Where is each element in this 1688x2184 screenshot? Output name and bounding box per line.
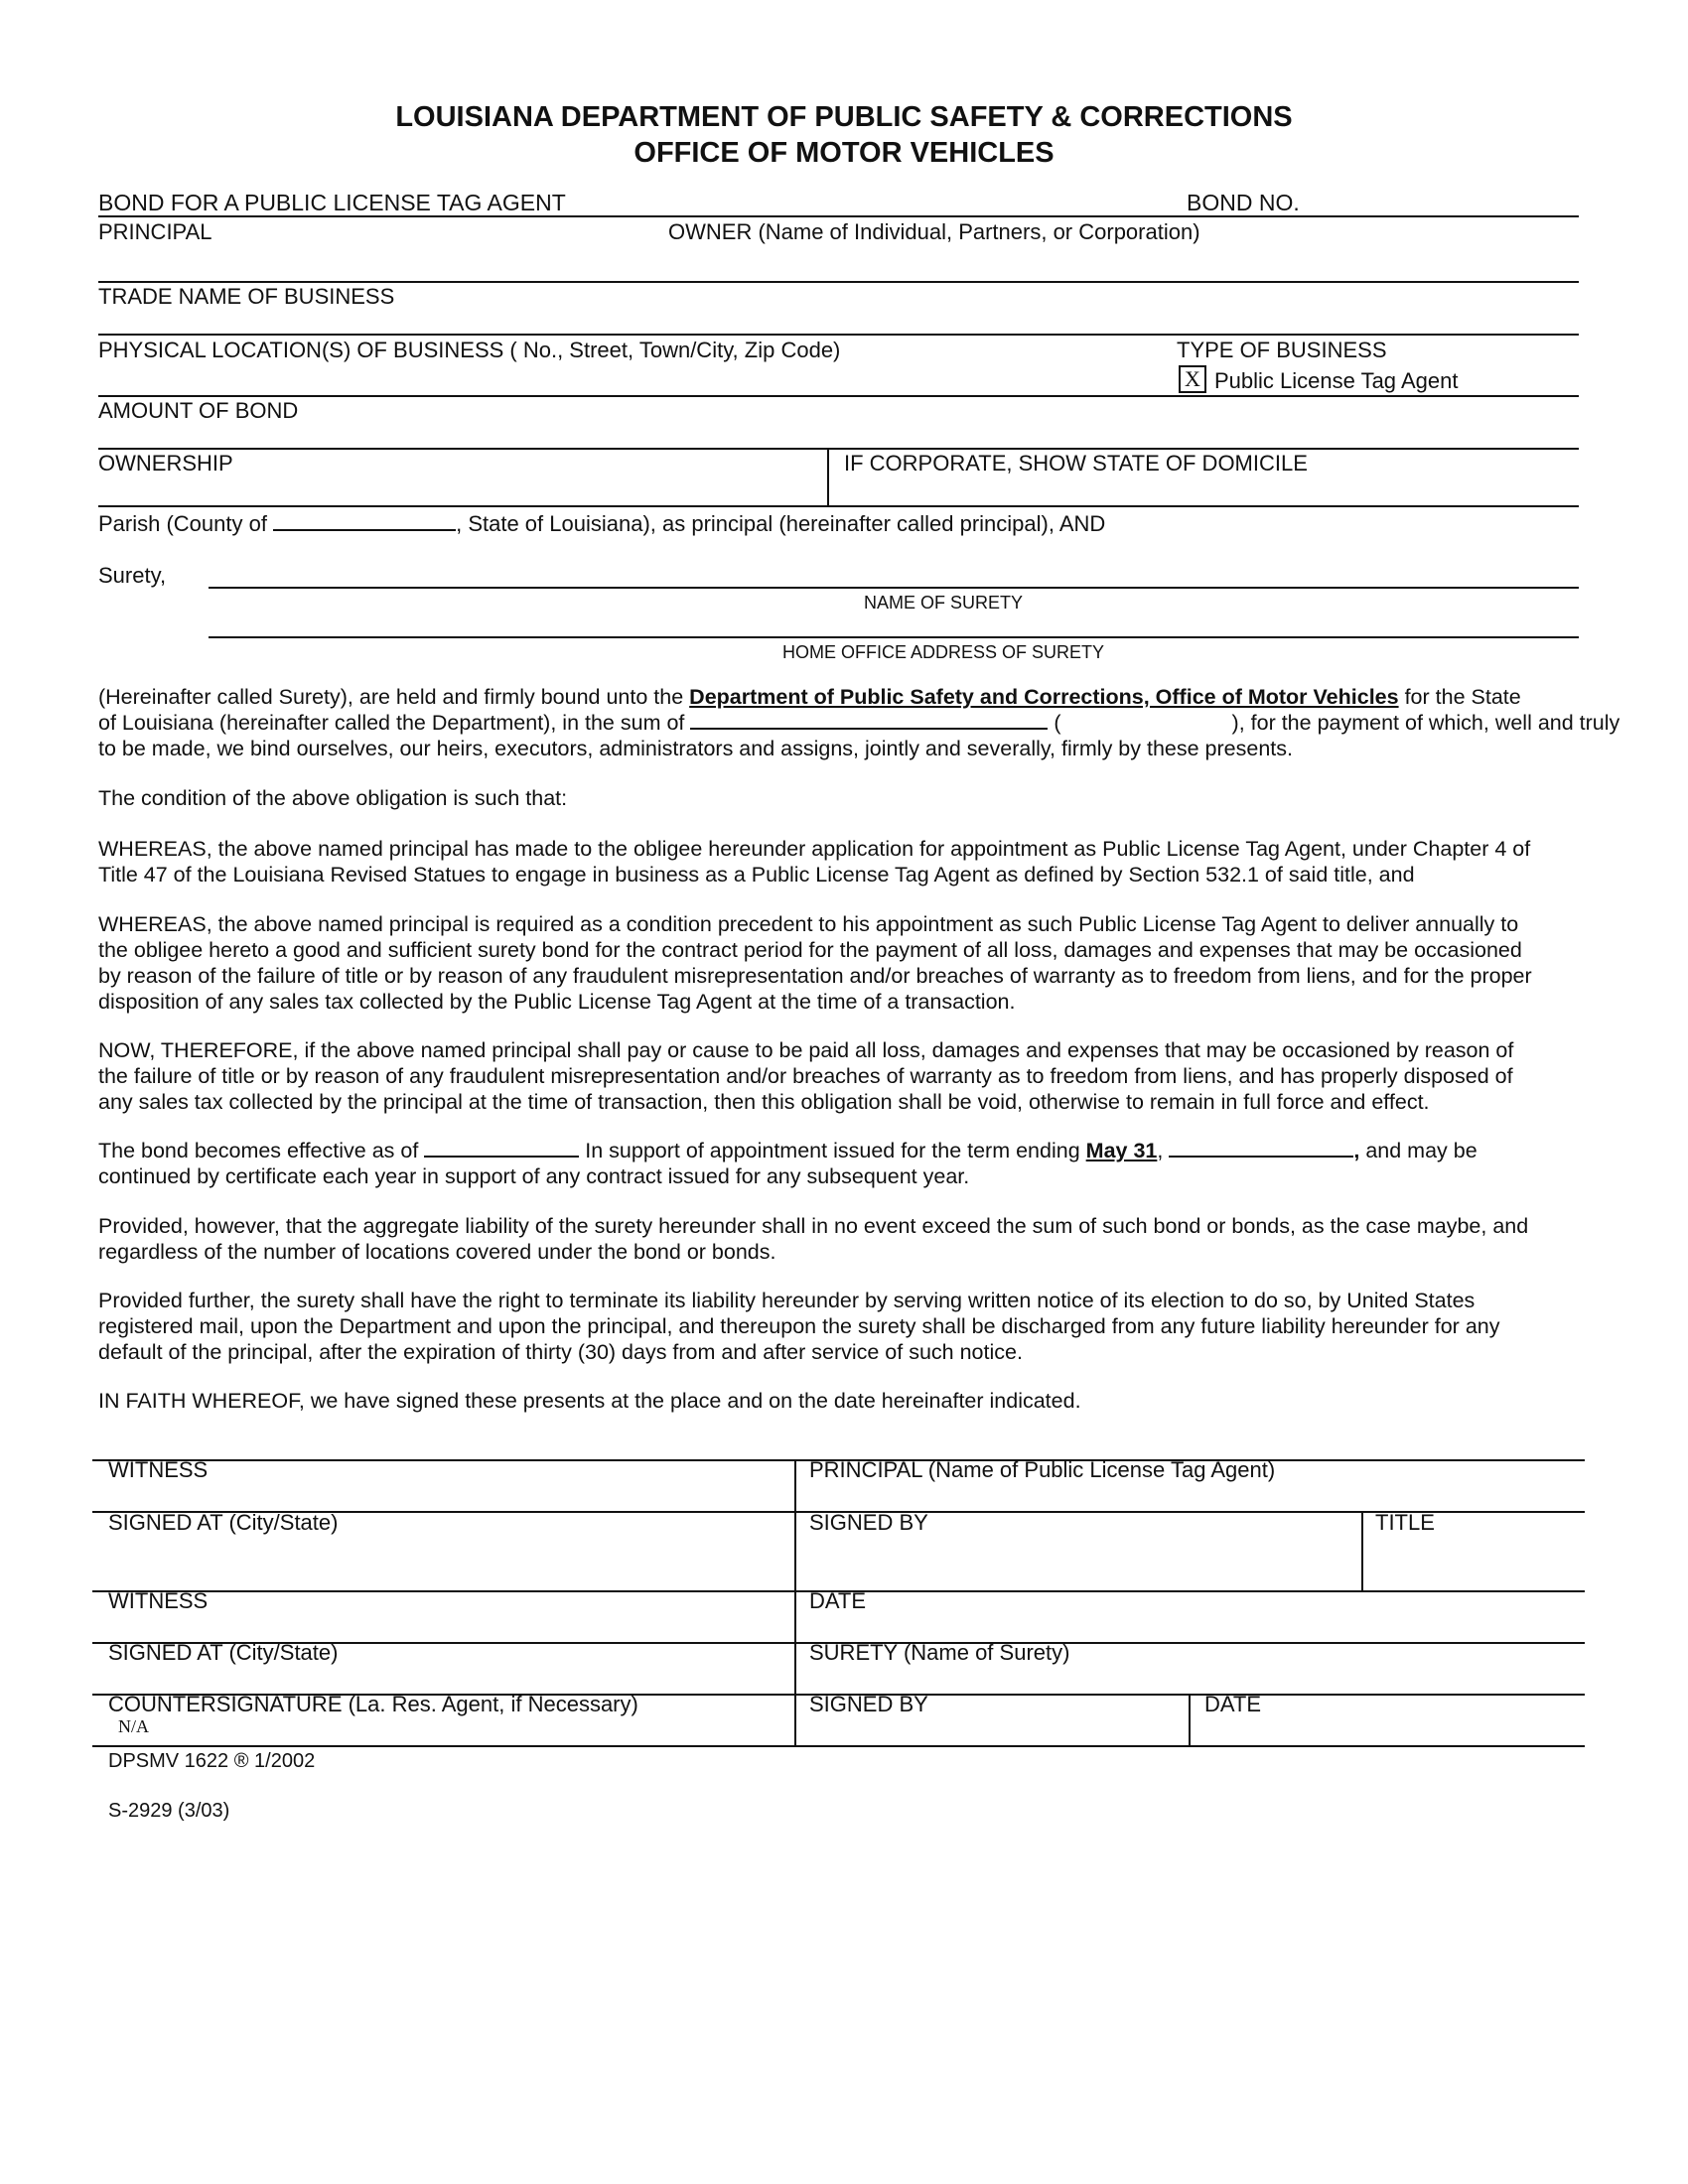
trade-name-label: TRADE NAME OF BUSINESS [98, 284, 395, 309]
form-ref: S-2929 (3/03) [108, 1800, 230, 1822]
paragraph-3 [98, 836, 1627, 887]
divider [98, 395, 1579, 397]
divider [98, 215, 1579, 217]
paragraph-5 [98, 1037, 1627, 1115]
text-line: regardless of the number of locations covered under the bond or bonds. [98, 1240, 776, 1264]
sum-numeric-blank[interactable] [1061, 712, 1232, 730]
sum-blank[interactable] [690, 710, 1048, 730]
signed-at-1-label: SIGNED AT (City/State) [108, 1510, 339, 1535]
paragraph-8 [98, 1288, 1627, 1365]
principal-label: PRINCIPAL [98, 219, 212, 244]
surety-address-caption: HOME OFFICE ADDRESS OF SURETY [781, 642, 1105, 662]
form-id: DPSMV 1622 ® 1/2002 [108, 1750, 316, 1772]
signed-by-2-label: SIGNED BY [809, 1692, 928, 1716]
surety-address-line[interactable] [209, 636, 1579, 638]
divider [98, 505, 1579, 507]
surety-name-label: SURETY (Name of Surety) [809, 1640, 1070, 1665]
countersignature-label: COUNTERSIGNATURE (La. Res. Agent, if Necessary) [108, 1692, 638, 1716]
divider [98, 448, 1579, 450]
countersignature-value: N/A [118, 1716, 149, 1736]
bond-no-label: BOND NO. [1187, 190, 1300, 215]
surety-name-line[interactable] [209, 587, 1579, 589]
signed-by-1-label: SIGNED BY [809, 1510, 928, 1535]
text-line: the failure of title or by reason of any fraudulent misrepresentation and/or breaches of warranty as to freedom from liens, and has properly disposed of [98, 1064, 1513, 1088]
department-name: Department of Public Safety and Corrections, Office of Motor Vehicles [689, 685, 1399, 709]
text-line: any sales tax collected by the principal at the time of transaction, then this obligation shall be void, otherwise to remain in full force and effect. [98, 1090, 1430, 1114]
text-line: Provided further, the surety shall have the right to terminate its liability hereunder by serving written notice of its election to do so, by United States [98, 1289, 1476, 1312]
text-line: disposition of any sales tax collected by the Public License Tag Agent at the time of a transaction. [98, 990, 1016, 1014]
paragraph-1-line-2: of Louisiana (hereinafter called the Department), in the sum of ( ), for the payment of which, well and truly [98, 711, 1620, 735]
divider [827, 448, 829, 506]
text-line: default of the principal, after the expiration of thirty (30) days from and after service of such notice. [98, 1340, 1023, 1364]
paragraph-6 [98, 1138, 1627, 1189]
title-label: TITLE [1375, 1510, 1435, 1535]
text-line: by reason of the failure of title or by reason of any fraudulent misrepresentation and/or breaches of warranty as to freedom from liens, and for the proper [98, 964, 1532, 988]
text-line: Provided, however, that the aggregate liability of the surety hereunder shall in no event exceed the sum of such bond or bonds, as the case maybe, and [98, 1214, 1529, 1238]
paragraph-1-line-3: to be made, we bind ourselves, our heirs, executors, administrators and assigns, jointly and severally, firmly by these presents. [98, 737, 1293, 760]
paragraph-6-line-1: The bond becomes effective as of In support of appointment issued for the term ending May 31, , and may be [98, 1139, 1477, 1162]
divider [1361, 1511, 1363, 1592]
parish-blank[interactable] [273, 511, 456, 531]
text-line: continued by certificate each year in support of any contract issued for any subsequent year. [98, 1164, 970, 1188]
surety-name-caption: NAME OF SURETY [863, 593, 1023, 613]
text-line: registered mail, upon the Department and upon the principal, and thereupon the surety shall be discharged from any future liability hereunder for any [98, 1314, 1500, 1338]
paragraph-1-line-1: (Hereinafter called Surety), are held and firmly bound unto the Department of Public Safety and Corrections, Office of Motor Vehicles for the State [98, 685, 1521, 709]
witness-1-label: WITNESS [108, 1457, 209, 1482]
term-end-date: May 31 [1085, 1139, 1158, 1162]
physical-location-label: PHYSICAL LOCATION(S) OF BUSINESS ( No., Street, Town/City, Zip Code) [98, 338, 841, 362]
divider [794, 1459, 796, 1747]
header-line-2: OFFICE OF MOTOR VEHICLES [633, 137, 1055, 169]
divider [1189, 1694, 1191, 1747]
bond-title: BOND FOR A PUBLIC LICENSE TAG AGENT [98, 190, 566, 215]
type-of-business-label: TYPE OF BUSINESS [1177, 338, 1387, 362]
term-year-blank[interactable] [1169, 1138, 1353, 1158]
date-2-label: DATE [1204, 1692, 1262, 1716]
text-line: WHEREAS, the above named principal is required as a condition precedent to his appointment as such Public License Tag Agent to deliver annually to [98, 912, 1519, 936]
paragraph-4 [98, 911, 1627, 1015]
parish-line [98, 511, 1105, 537]
paragraph-2: The condition of the above obligation is such that: [98, 786, 568, 810]
text-line: the obligee hereto a good and sufficient surety bond for the contract period for the payment of all loss, damages and expenses that may be occasioned [98, 938, 1522, 962]
checkbox-label: Public License Tag Agent [1214, 368, 1459, 393]
surety-label: Surety, [98, 563, 167, 588]
owner-label: OWNER (Name of Individual, Partners, or Corporation) [668, 219, 1200, 244]
witness-2-label: WITNESS [108, 1588, 209, 1613]
ownership-label: OWNERSHIP [98, 451, 233, 476]
parish-prefix: Parish (County of [98, 511, 267, 536]
text-line: NOW, THEREFORE, if the above named principal shall pay or cause to be paid all loss, damages and expenses that may be occasioned by reason of [98, 1038, 1514, 1062]
divider [98, 281, 1579, 283]
text-line: WHEREAS, the above named principal has made to the obligee hereunder application for appointment as Public License Tag Agent, under Chapter 4 of [98, 837, 1531, 861]
header-line-1: LOUISIANA DEPARTMENT OF PUBLIC SAFETY & CORRECTIONS [395, 101, 1293, 133]
date-1-label: DATE [809, 1588, 867, 1613]
paragraph-7 [98, 1213, 1627, 1265]
public-tag-agent-checkbox[interactable]: X [1179, 365, 1206, 393]
text-line: Title 47 of the Louisiana Revised Statues to engage in business as a Public License Tag Agent as defined by Section 532.1 of said title, and [98, 863, 1415, 887]
paragraph-1 [98, 684, 1647, 761]
effective-date-blank[interactable] [424, 1138, 579, 1158]
parish-suffix: , State of Louisiana), as principal (hereinafter called principal), AND [456, 511, 1106, 536]
amount-of-bond-label: AMOUNT OF BOND [98, 398, 299, 423]
paragraph-9: IN FAITH WHEREOF, we have signed these presents at the place and on the date hereinafter indicated. [98, 1389, 1081, 1413]
domicile-label: IF CORPORATE, SHOW STATE OF DOMICILE [844, 451, 1308, 476]
divider [98, 334, 1579, 336]
divider [92, 1745, 1585, 1747]
signed-at-2-label: SIGNED AT (City/State) [108, 1640, 339, 1665]
principal-name-label: PRINCIPAL (Name of Public License Tag Agent) [809, 1457, 1276, 1482]
